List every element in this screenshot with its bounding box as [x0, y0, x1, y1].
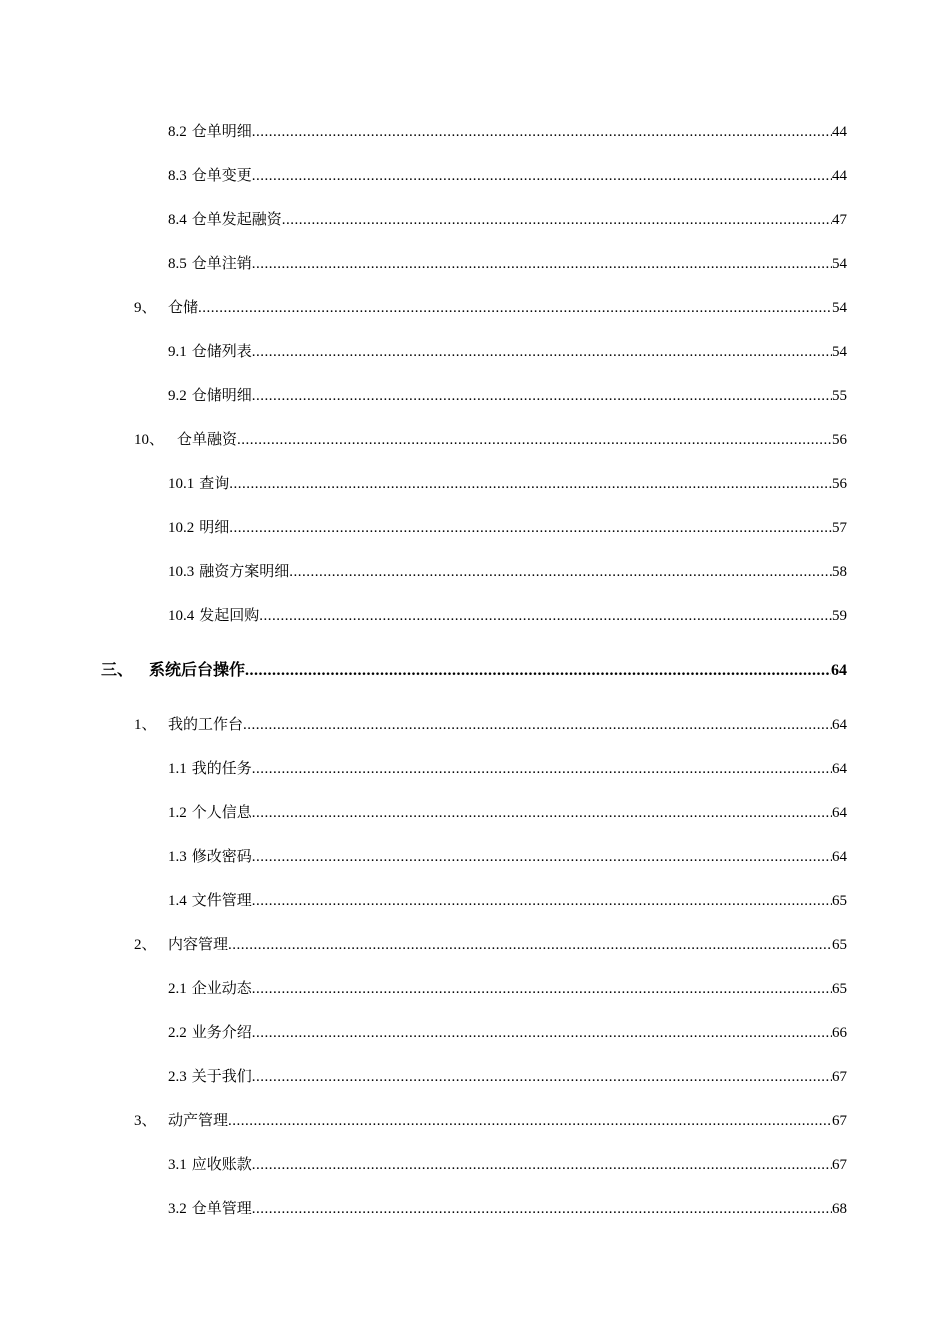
toc-entry-title: 业务介绍	[191, 1025, 252, 1041]
toc-entry-title: 查询	[199, 476, 230, 492]
toc-dot-leader	[252, 979, 832, 999]
toc-dot-leader	[243, 715, 832, 735]
toc-entry-title: 仓储明细	[191, 388, 252, 404]
toc-entry-title: 仓单融资	[177, 432, 238, 448]
toc-entry-title: 仓储	[168, 300, 199, 316]
toc-entry-number: 10.2	[168, 520, 195, 536]
toc-entry-page: 55	[832, 388, 847, 404]
toc-entry-number: 2.2	[168, 1025, 187, 1041]
toc-dot-leader	[252, 1155, 832, 1175]
toc-entry-number: 2.1	[168, 981, 187, 997]
toc-entry-page: 64	[832, 849, 847, 865]
toc-entry[interactable]	[168, 891, 847, 911]
toc-entry[interactable]	[168, 759, 847, 779]
toc-entry-page: 54	[832, 344, 847, 360]
toc-entry[interactable]	[168, 342, 847, 362]
toc-dot-leader	[252, 891, 832, 911]
toc-entry-number: 9.2	[168, 388, 187, 404]
toc-entry-page: 54	[832, 300, 847, 316]
toc-entry[interactable]	[168, 979, 847, 999]
toc-entry-number: 3.2	[168, 1201, 187, 1217]
toc-entry-title: 仓单明细	[191, 124, 252, 140]
toc-entry-number: 9.1	[168, 344, 187, 360]
toc-entry[interactable]	[168, 847, 847, 867]
toc-entry[interactable]	[168, 1155, 847, 1175]
toc-entry-page: 65	[832, 893, 847, 909]
toc-dot-leader	[252, 122, 832, 142]
toc-entry-page: 47	[832, 212, 847, 228]
toc-entry-page: 56	[832, 432, 847, 448]
toc-entry-page: 44	[832, 168, 847, 184]
toc-entry-page: 64	[832, 805, 847, 821]
toc-entry-number: 1.3	[168, 849, 187, 865]
toc-entry-number: 1、	[134, 717, 157, 733]
toc-entry-page: 64	[831, 662, 847, 679]
toc-entry-page: 58	[832, 564, 847, 580]
toc-entry-number: 3、	[134, 1113, 157, 1129]
toc-entry-title: 仓单管理	[191, 1201, 252, 1217]
toc-entry-page: 65	[832, 937, 847, 953]
toc-entry-title: 内容管理	[168, 937, 229, 953]
toc-entry-title: 我的工作台	[168, 717, 244, 733]
toc-dot-leader	[245, 661, 831, 681]
toc-entry-title: 仓单发起融资	[191, 212, 282, 228]
toc-entry-title: 融资方案明细	[199, 564, 290, 580]
toc-entry-page: 67	[832, 1113, 847, 1129]
toc-entry[interactable]	[168, 1023, 847, 1043]
toc-entry-number: 9、	[134, 300, 157, 316]
toc-entry-page: 67	[832, 1069, 847, 1085]
toc-dot-leader	[252, 386, 832, 406]
toc-entry[interactable]	[168, 210, 847, 230]
toc-entry[interactable]	[168, 606, 847, 626]
toc-dot-leader	[289, 562, 832, 582]
toc-entry-number: 三、	[101, 662, 134, 679]
toc-entry-number: 1.4	[168, 893, 187, 909]
toc-entry-number: 10.3	[168, 564, 195, 580]
toc-entry-page: 54	[832, 256, 847, 272]
toc-entry[interactable]	[168, 166, 847, 186]
toc-dot-leader	[229, 474, 832, 494]
toc-entry-title: 动产管理	[168, 1113, 229, 1129]
toc-entry-page: 68	[832, 1201, 847, 1217]
toc-entry[interactable]	[134, 935, 847, 955]
toc-dot-leader	[228, 1111, 832, 1131]
toc-entry-page: 66	[832, 1025, 847, 1041]
toc-dot-leader	[252, 254, 832, 274]
toc-entry-title: 关于我们	[191, 1069, 252, 1085]
toc-dot-leader	[259, 606, 832, 626]
toc-entry-number: 1.1	[168, 761, 187, 777]
toc-entry[interactable]	[168, 474, 847, 494]
toc-entry-title: 我的任务	[191, 761, 252, 777]
toc-entry[interactable]	[168, 254, 847, 274]
toc-entry[interactable]	[168, 1067, 847, 1087]
toc-entry-number: 8.5	[168, 256, 187, 272]
toc-entry-title: 修改密码	[191, 849, 252, 865]
toc-dot-leader	[252, 803, 832, 823]
toc-entry-page: 64	[832, 761, 847, 777]
toc-dot-leader	[229, 518, 832, 538]
toc-entry[interactable]	[168, 1199, 847, 1219]
toc-entry-number: 10.4	[168, 608, 195, 624]
toc-entry-page: 67	[832, 1157, 847, 1173]
toc-dot-leader	[252, 1199, 832, 1219]
toc-dot-leader	[252, 847, 832, 867]
toc-entry-number: 8.3	[168, 168, 187, 184]
toc-dot-leader	[198, 298, 832, 318]
toc-entry-title: 个人信息	[191, 805, 252, 821]
toc-dot-leader	[252, 342, 832, 362]
toc-entry-page: 64	[832, 717, 847, 733]
toc-entry-page: 65	[832, 981, 847, 997]
toc-entry-page: 44	[832, 124, 847, 140]
toc-entry-number: 8.2	[168, 124, 187, 140]
toc-entry-number: 10.1	[168, 476, 195, 492]
toc-entry-title: 文件管理	[191, 893, 252, 909]
toc-entry[interactable]	[134, 430, 847, 450]
toc-entry[interactable]	[134, 298, 847, 318]
toc-entry-title: 明细	[199, 520, 230, 536]
toc-entry-title: 系统后台操作	[149, 662, 246, 679]
toc-entry-title: 仓单变更	[191, 168, 252, 184]
toc-dot-leader	[228, 935, 832, 955]
toc-dot-leader	[252, 759, 832, 779]
toc-entry-page: 59	[832, 608, 847, 624]
toc-dot-leader	[282, 210, 832, 230]
toc-entry-number: 10、	[134, 432, 165, 448]
toc-entry[interactable]	[134, 715, 847, 735]
toc-entry-title: 发起回购	[199, 608, 260, 624]
toc-entry-number: 8.4	[168, 212, 187, 228]
toc-dot-leader	[252, 1023, 832, 1043]
toc-entry-number: 3.1	[168, 1157, 187, 1173]
toc-entry-number: 2、	[134, 937, 157, 953]
toc-chapter-entry[interactable]	[101, 661, 847, 681]
toc-dot-leader	[237, 430, 832, 450]
toc-dot-leader	[252, 1067, 832, 1087]
toc-entry[interactable]	[134, 1111, 847, 1131]
toc-entry-number: 2.3	[168, 1069, 187, 1085]
toc-entry-page: 57	[832, 520, 847, 536]
toc-entry[interactable]	[168, 562, 847, 582]
toc-dot-leader	[252, 166, 832, 186]
toc-entry[interactable]	[168, 122, 847, 142]
toc-entry-title: 仓单注销	[191, 256, 252, 272]
toc-entry-number: 1.2	[168, 805, 187, 821]
toc-entry[interactable]	[168, 386, 847, 406]
toc-entry-page: 56	[832, 476, 847, 492]
toc-entry-title: 应收账款	[191, 1157, 252, 1173]
toc-entry-title: 仓储列表	[191, 344, 252, 360]
toc-entry-title: 企业动态	[191, 981, 252, 997]
toc-entry[interactable]	[168, 518, 847, 538]
toc-entry[interactable]	[168, 803, 847, 823]
